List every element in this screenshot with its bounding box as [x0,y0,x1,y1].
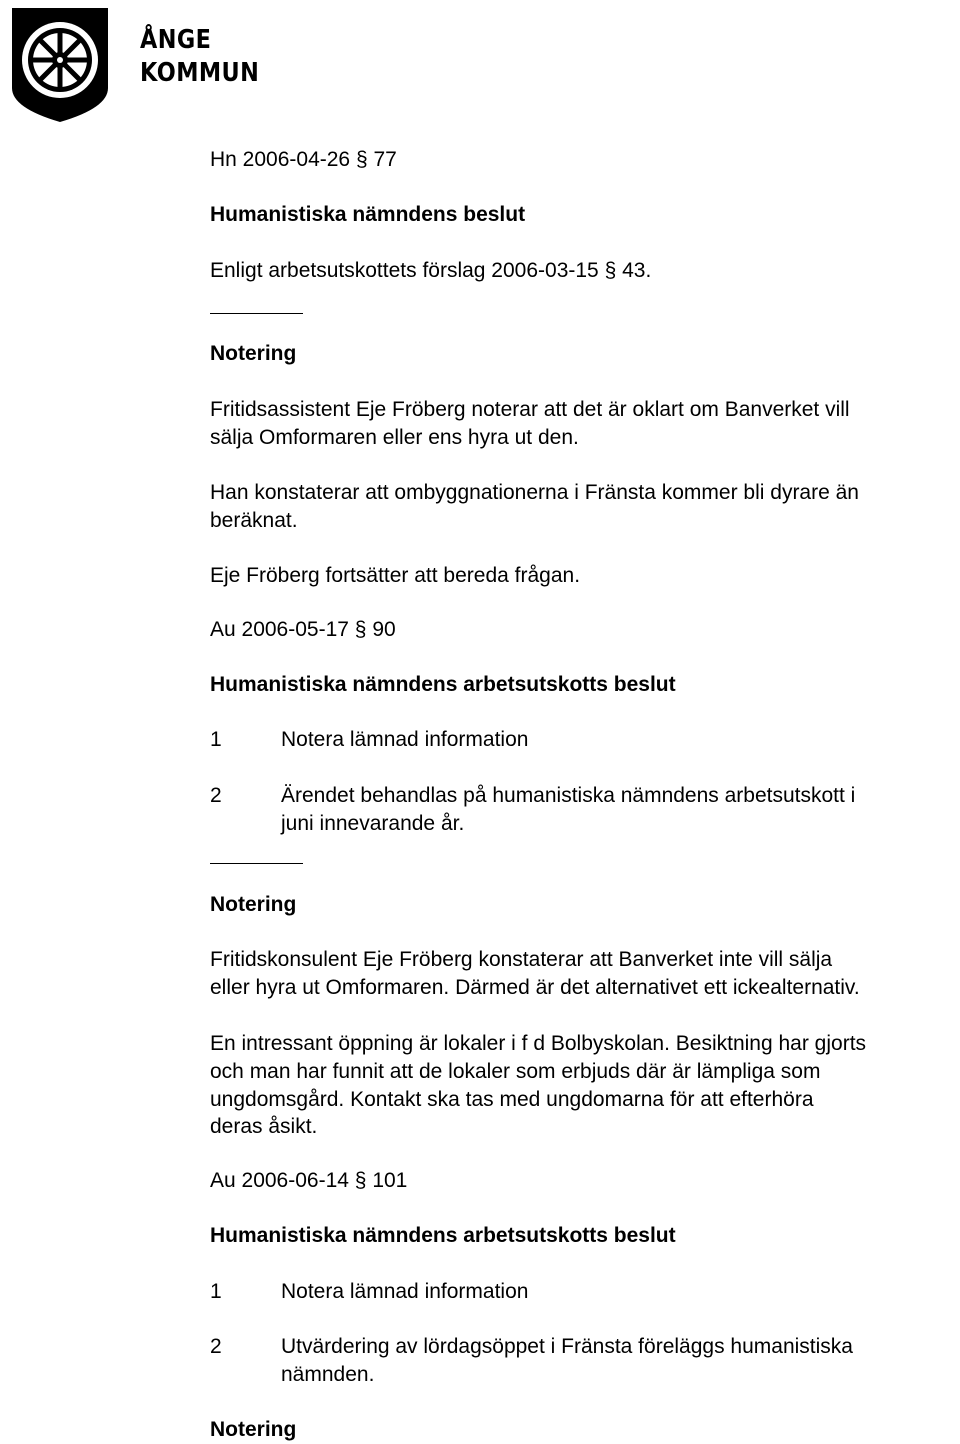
note-paragraph-line: och man har funnit att de lokaler som erbjuds där är lämpliga som [210,1060,821,1083]
list-item-text: Utvärdering av lördagsöppet i Fränsta föreläggs humanistiska [281,1335,853,1358]
note-paragraph-line: sälja Omformaren eller ens hyra ut den. [210,426,579,449]
note-heading: Notering [210,1418,297,1441]
reference-number: 90 [372,618,396,641]
list-item-number: 2 [210,784,222,807]
divider [210,863,303,864]
note-paragraph-line: eller hyra ut Omformaren. Därmed är det alternativet ett ickealternativ. [210,976,860,999]
wheel-icon [8,4,112,124]
org-name-line2: KOMMUN [140,58,260,88]
section-sign: § [354,1169,367,1192]
note-paragraph-line: Fritidsassistent Eje Fröberg noterar att det är oklart om Banverket vill [210,398,850,421]
list-item-number: 2 [210,1335,222,1358]
reference-number: 77 [373,148,397,171]
list-item-text: Ärendet behandlas på humanistiska nämndens arbetsutskott i [281,784,856,807]
note-heading: Notering [210,342,297,365]
decision-heading: Humanistiska nämndens arbetsutskotts beslut [210,1224,676,1247]
section-sign: § [355,148,368,171]
decision-text-main: Enligt arbetsutskottets förslag 2006-03-15 [210,259,599,282]
decision-text [210,257,651,285]
reference-au [210,1167,407,1195]
section-sign: § [354,618,367,641]
divider [210,313,303,314]
list-item-text: juni innevarande år. [281,812,465,835]
reference-date: Au 2006-06-14 [210,1169,349,1192]
list-item-number: 1 [210,1280,222,1303]
list-item-text: nämnden. [281,1363,375,1386]
list-item-number: 1 [210,728,222,751]
note-paragraph-line: En intressant öppning är lokaler i f d Bolbyskolan. Besiktning har gjorts [210,1032,867,1055]
reference-date: Hn 2006-04-26 [210,148,351,171]
note-paragraph-line: deras åsikt. [210,1115,318,1138]
note-heading: Notering [210,893,297,916]
decision-heading: Humanistiska nämndens beslut [210,203,526,226]
section-sign: § [604,259,617,282]
reference-number: 101 [372,1169,408,1192]
decision-number: 43. [622,259,652,282]
note-paragraph-line: ungdomsgård. Kontakt ska tas med ungdomarna för att efterhöra [210,1088,814,1111]
note-paragraph-line: Han konstaterar att ombyggnationerna i Fränsta kommer bli dyrare än [210,481,859,504]
note-paragraph-line: Fritidskonsulent Eje Fröberg konstaterar att Banverket inte vill sälja [210,948,833,971]
list-item-text: Notera lämnad information [281,1280,529,1303]
reference-date: Au 2006-05-17 [210,618,349,641]
reference-au [210,616,396,644]
decision-heading: Humanistiska nämndens arbetsutskotts beslut [210,673,676,696]
note-paragraph-line: beräknat. [210,509,298,532]
note-paragraph-line: Eje Fröberg fortsätter att bereda frågan. [210,564,581,587]
reference-hn [210,146,397,174]
org-name-line1: ÅNGE [140,25,212,55]
list-item-text: Notera lämnad information [281,728,529,751]
org-name [140,24,259,90]
